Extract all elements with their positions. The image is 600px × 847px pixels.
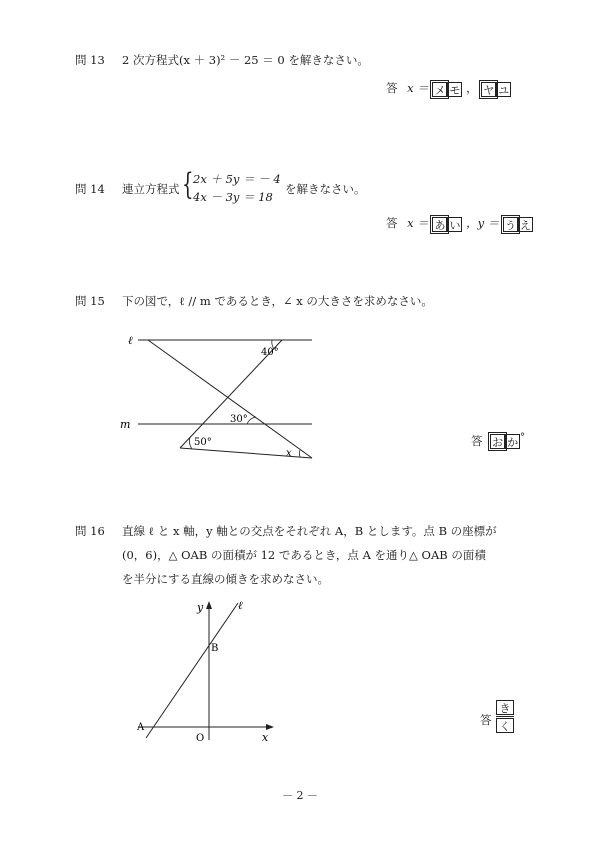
q15-answer-label: 答 — [471, 433, 483, 448]
q15-answer-box-1[interactable]: お — [492, 436, 504, 450]
q14-x-label: x ＝ — [407, 216, 429, 230]
q15-label-x: x — [286, 448, 292, 459]
q14-y-label: ，y ＝ — [466, 216, 500, 230]
q13-answer-box-2[interactable]: モ — [449, 83, 461, 97]
q16-answer-fraction — [496, 700, 514, 733]
q14-brace: { — [182, 167, 194, 202]
q14-answer-label: 答 — [386, 216, 398, 230]
q13-question-text: 2 次方程式(x ＋ 3)² － 25 ＝ 0 を解きなさい。 — [122, 53, 369, 67]
q16-number: 問 16 — [75, 524, 105, 538]
q15-label-40: 40° — [261, 347, 279, 358]
q15-answer-box-2[interactable]: か — [507, 436, 519, 450]
q15-label-50: 50° — [194, 437, 212, 448]
q13-comma: ， — [466, 81, 478, 95]
q13-answer-box-3[interactable]: ヤ — [483, 83, 495, 97]
q15-answer — [471, 432, 525, 449]
q14-answer-box-2[interactable]: い — [449, 218, 461, 232]
q15-figure — [110, 330, 330, 465]
q16-label-o: O — [196, 733, 205, 744]
q14-equation-2: 4x － 3y ＝ 18 — [193, 190, 273, 204]
q16-label-l: ℓ — [238, 599, 243, 612]
q13-answer-box-1[interactable]: メ — [434, 83, 446, 97]
q15-label-m: m — [120, 418, 131, 431]
q16-fraction-bar — [496, 716, 514, 717]
page-number: － 2 － — [282, 789, 318, 802]
q15-arc-x — [299, 450, 300, 457]
q13-x-label: x ＝ — [407, 81, 429, 95]
q14-answer — [386, 215, 533, 232]
q16-denominator-box[interactable]: く — [496, 718, 514, 733]
q14-suffix: を解きなさい。 — [285, 182, 366, 196]
q15-label-30: 30° — [230, 414, 248, 425]
q14-equation-1: 2x ＋ 5y ＝ － 4 — [193, 172, 281, 186]
q15-label-l: ℓ — [128, 334, 133, 347]
q15-arc-50 — [189, 437, 192, 449]
q13-answer — [386, 80, 511, 97]
q16-text-line-1: 直線 ℓ と x 軸，y 軸との交点をそれぞれ A，B とします。点 B の座標が — [122, 524, 497, 538]
q16-numerator-box[interactable]: き — [496, 700, 514, 715]
q14-number: 問 14 — [75, 182, 105, 196]
q16-line-l — [146, 603, 238, 738]
q15-transversal-1 — [148, 340, 312, 458]
q14-label: 連立方程式 — [122, 182, 180, 196]
q16-label-y: y — [197, 601, 204, 614]
q13-number: 問 13 — [75, 53, 105, 67]
q16-x-axis-arrow — [266, 724, 274, 730]
q16-label-b: B — [211, 643, 219, 654]
q16-figure — [130, 595, 280, 745]
q15-degree-unit: ° — [520, 432, 526, 443]
q15-question-text: 下の図で，ℓ // m であるとき，∠ x の大きさを求めなさい。 — [122, 294, 433, 308]
q14-answer-box-1[interactable]: あ — [434, 218, 446, 232]
q16-label-x: x — [262, 731, 269, 744]
q16-text-line-3: を半分にする直線の傾きを求めなさい。 — [122, 572, 329, 586]
q13-answer-label: 答 — [386, 81, 398, 95]
q15-arc-30 — [247, 417, 256, 424]
q14-answer-box-3[interactable]: う — [504, 218, 516, 232]
q16-y-axis-arrow — [206, 601, 212, 609]
q16-label-a: A — [137, 722, 145, 733]
q16-text-line-2: (0，6)，△ OAB の面積が 12 であるとき，点 A を通り△ OAB の面積 — [122, 548, 486, 562]
q16-answer-label: 答 — [480, 713, 492, 727]
q15-number: 問 15 — [75, 294, 105, 308]
q14-answer-box-4[interactable]: え — [519, 218, 531, 232]
q13-answer-box-4[interactable]: ユ — [498, 83, 510, 97]
q15-transversal-3 — [180, 448, 312, 458]
